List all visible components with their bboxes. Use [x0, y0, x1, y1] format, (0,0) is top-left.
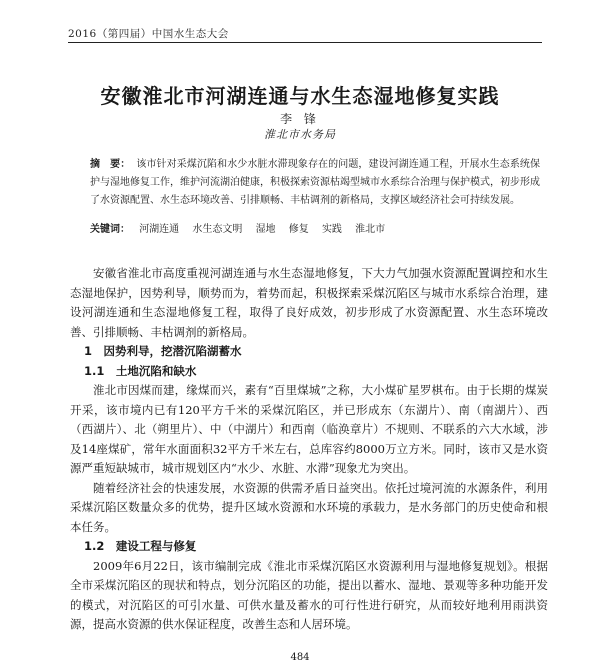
- abstract-label: 摘 要：: [90, 159, 131, 170]
- keyword: 水生态文明: [192, 224, 243, 235]
- abstract: [90, 156, 540, 210]
- keywords: [90, 222, 540, 238]
- paragraph: 淮北市因煤而建，缘煤而兴，素有“百里煤城”之称，大小煤矿星罗棋布。由于长期的煤炭开采，该市境内已有120平方千米的采煤沉陷区，并已形成东（东湖片）、南（南湖片）、西（西湖片）、北（朔里片）、中（中湖片）和西南（临涣章片）不规则、不联系的六大水域，涉及14座煤矿，常年水面面积32平方千米左右，总库容约8000万立方米。同时，该市又是水资源严重短缺城市，城市规划区内“水少、水脏、水滞”现象尤为突出。: [70, 383, 548, 475]
- intro-paragraph: 安徽省淮北市高度重视河湖连通与水生态湿地修复，下大力气加强水资源配置调控和水生态湿地保护，因势利导，顺势而为，着势而起，积极探索采煤沉陷区与城市水系综合治理，建设河湖连通和生态湿地修复工程，取得了良好成效，初步形成了水资源配置、水生态环境改善、引排顺畅、丰枯调剂的新格局。: [70, 266, 548, 339]
- keyword: 修复: [288, 224, 309, 235]
- page-number: 484: [290, 652, 310, 663]
- keyword: 湿地: [255, 224, 276, 235]
- body-text: [70, 264, 548, 635]
- subsection-heading: 1.2 建设工程与修复: [84, 539, 197, 553]
- keywords-label: 关键词：: [90, 224, 130, 235]
- abstract-text: 该市针对采煤沉陷和水少水脏水滞现象存在的问题，建设河湖连通工程，开展水生态系统保护与湿地修复工作，维护河流湖泊健康，积极探索资源枯竭型城市水系综合治理与保护模式，初步形成了水资源配置、水生态环境改善、引排顺畅、丰枯调剂的新格局，支撑区域经济社会可持续发展。: [90, 159, 541, 206]
- author-name: 李 锋: [280, 112, 320, 126]
- author-affiliation: 淮北市水务局: [264, 128, 336, 141]
- subsection-heading: 1.1 土地沉陷和缺水: [84, 363, 197, 378]
- paper-title: 安徽淮北市河湖连通与水生态湿地修复实践: [100, 84, 500, 108]
- keyword: 淮北市: [355, 224, 386, 235]
- paragraph: 2009年6月22日，该市编制完成《淮北市采煤沉陷区水资源利用与湿地修复规划》。根据全市采煤沉陷区的现状和特点，划分沉陷区的功能，提出以蓄水、湿地、景观等多种功能开发的模式，对沉陷区的可引水量、可供水量及蓄水的可行性进行研究，从而较好地利用雨洪资源，提高水资源的供水保证程度，改善生态和人居环境。: [70, 558, 548, 631]
- keyword: 河湖连通: [139, 224, 180, 235]
- running-header: 2016（第四届）中国水生态大会: [68, 28, 229, 40]
- paragraph: 随着经济社会的快速发展，水资源的供需矛盾日益突出。依托过境河流的水源条件，利用采煤沉陷区数量众多的优势，提升区域水资源和水环境的承载力，是水务部门的历史使命和根本任务。: [70, 480, 548, 534]
- keyword: 实践: [321, 224, 342, 235]
- section-heading: 1 因势利导，挖潜沉陷湖蓄水: [84, 344, 242, 358]
- header-rule: [68, 42, 542, 43]
